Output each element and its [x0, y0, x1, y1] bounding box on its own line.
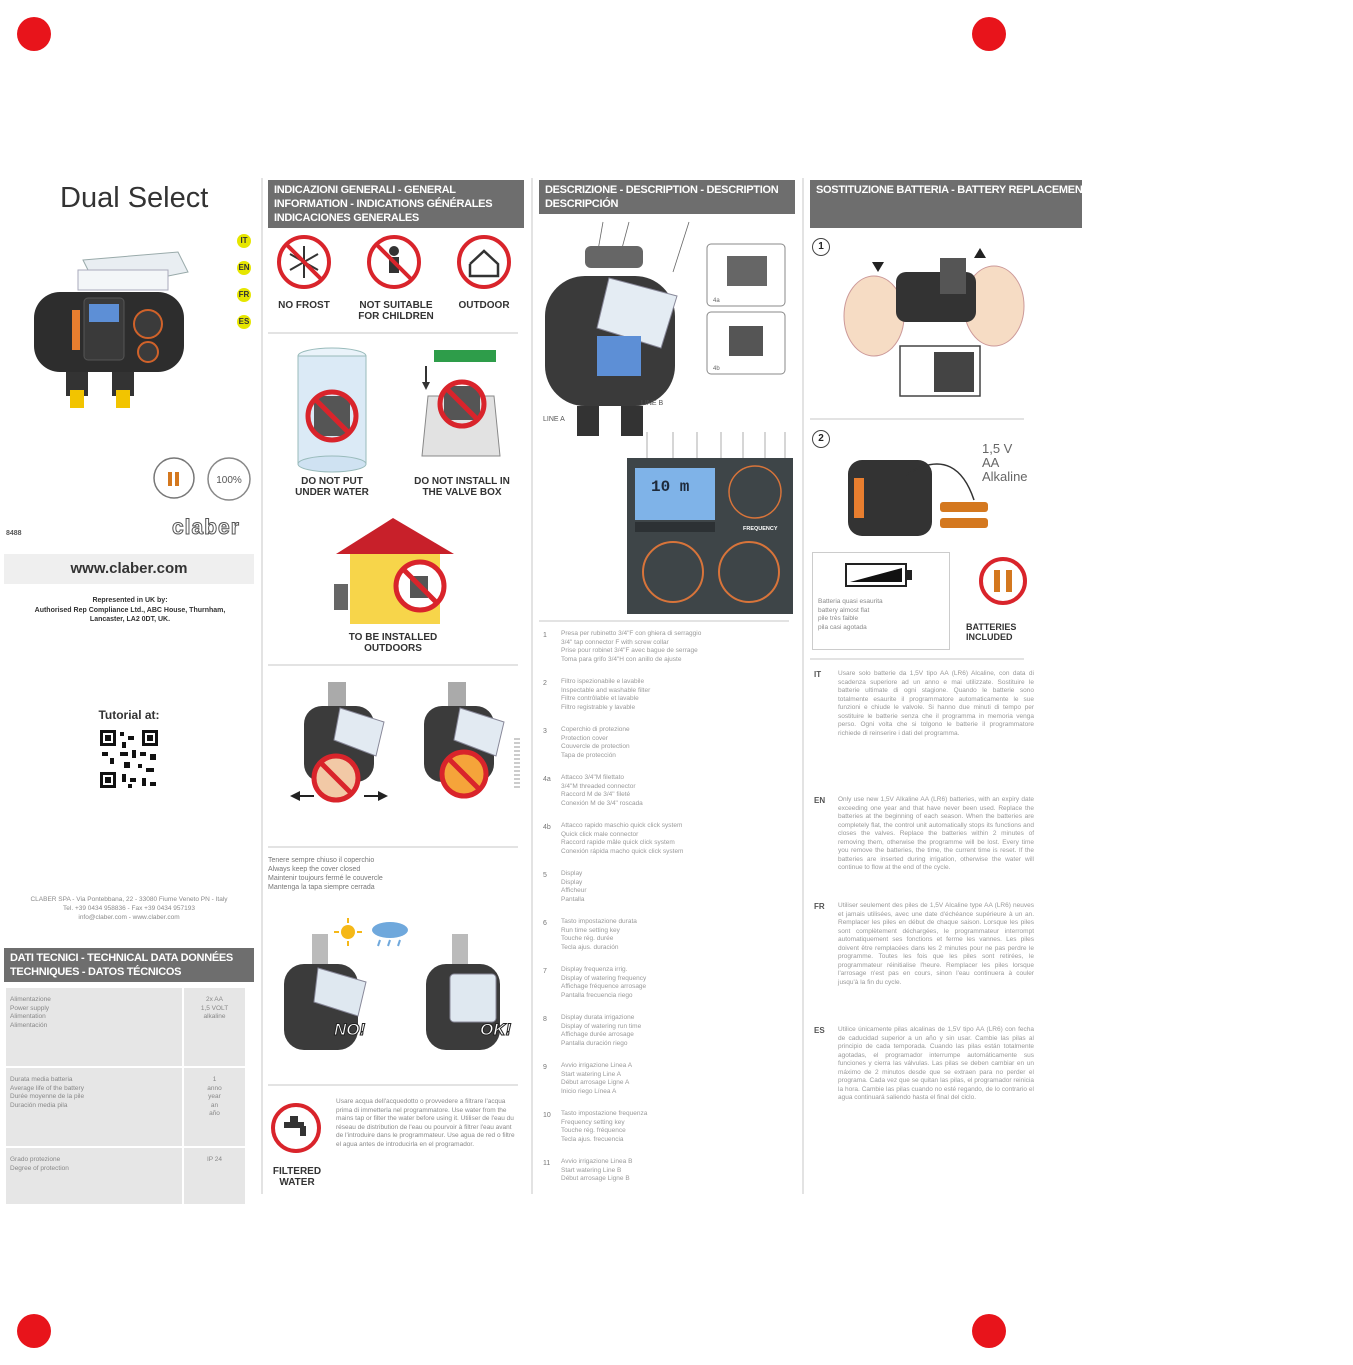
valve-box-illustration — [414, 346, 506, 474]
battery-panel — [808, 178, 1353, 1194]
lang-text: Utiliser seulement des piles de 1,5V Alcaline type AA (LR6) neuves et jamais utilisées, avec une date d'échéance supérieure à un an. Remplacer les piles en début de chaque saison. Lorsque les piles sont complètement déchargées, le programmateur interrompt automatiquement ses fonctions et ferme les vannes. Les piles doivent être remplacées dans les 2 minutes pour ne pas perdre le programme. Toutes les fois que les piles sont retirées, le programmateur réinitialise l'heure. Remplacer les piles lorsque l'arrosage n'est pas en cours, sinon l'eau continuera à couler jusqu'à la fin du cycle. — [838, 902, 1034, 986]
step-number: 1 — [543, 632, 547, 639]
indoor-illustration — [328, 514, 458, 632]
not-for-children-icon — [366, 234, 422, 290]
step-text: Attacco 3/4"M filettato 3/4"M threaded connector Raccord M de 3/4" fileté Conexión M de 3/4" roscada — [561, 774, 643, 807]
step-number: 6 — [543, 920, 547, 927]
row-divider — [268, 1084, 518, 1086]
column-divider — [531, 178, 533, 1194]
batteries-included-icon — [978, 556, 1028, 606]
warn-valve-box: DO NOT INSTALL IN THE VALVE BOX — [414, 476, 510, 498]
ok-label: OK! — [480, 1020, 512, 1039]
cover-note: Tenere sempre chiuso il coperchio Always keep the cover closed Maintenir toujours fermé le couvercle Mantenga la tapa siempre cerrada — [268, 857, 383, 891]
quality-badge-icon — [206, 456, 252, 502]
warn-install-outdoors: TO BE INSTALLED OUTDOORS — [348, 632, 438, 654]
filtered-water-icon — [270, 1102, 322, 1154]
icon-label-outdoor: OUTDOOR — [458, 300, 510, 311]
cover-panel — [0, 178, 258, 1194]
company-address: CLABER SPA - Via Pontebbana, 22 - 33080 Fiume Veneto PN - Italy — [30, 896, 228, 903]
corner-marker-top-left — [17, 17, 51, 51]
tech-value: 2x AA 1,5 VOLT alkaline — [183, 987, 246, 1067]
column-divider — [261, 178, 263, 1194]
step-badge-1-label: 1 — [818, 241, 824, 252]
lang-badge-it: IT — [237, 234, 251, 248]
battery-removal-illustration — [844, 236, 1024, 404]
battery-header: SOSTITUZIONE BATTERIA - BATTERY REPLACEMENT - REMPLACEMENT DE LA PILE CAMBIO DE LA PILA — [810, 180, 1082, 228]
control-panel-illustration — [625, 432, 795, 616]
step-number: 11 — [543, 1160, 551, 1167]
battery-spec: 1,5 V AA Alkaline — [982, 441, 1028, 484]
battery-flat-text: Batteria quasi esaurita battery almost flat pile très faible pila casi agotada — [818, 598, 883, 631]
tech-data-header: DATI TECNICI - TECHNICAL DATA DONNÉES TECHNIQUES - DATOS TÉCNICOS — [4, 948, 254, 982]
product-code: 8488 — [6, 530, 22, 537]
step-number: 5 — [543, 872, 547, 879]
under-water-illustration — [292, 346, 372, 474]
step-number: 10 — [543, 1112, 551, 1119]
filtered-water-label: FILTERED WATER — [272, 1166, 322, 1188]
no-label: NO! — [334, 1020, 366, 1039]
general-info-panel — [266, 178, 528, 1194]
batteries-included-label: BATTERIES INCLUDED — [966, 622, 1017, 642]
outdoor-icon — [456, 234, 512, 290]
instruction-sheet — [0, 178, 1353, 1194]
row-divider — [268, 846, 518, 848]
corner-marker-bottom-left — [17, 1314, 51, 1348]
open-cover-device-illustration — [282, 932, 372, 1062]
step-text: Coperchio di protezione Protection cover Couvercle de protection Tapa de protección — [561, 726, 630, 759]
step-badge-2-label: 2 — [818, 433, 824, 444]
step-number: 9 — [543, 1064, 547, 1071]
icon-label-children: NOT SUITABLE FOR CHILDREN — [358, 300, 434, 322]
vertical-code — [514, 738, 520, 788]
lang-badge-en: EN — [237, 261, 251, 275]
row-divider — [539, 620, 789, 622]
row-divider — [268, 664, 518, 666]
step-text: Filtro ispezionabile e lavabile Inspectable and washable filter Filtre contrôlable et lavable Filtro registrable y lavable — [561, 678, 651, 711]
tech-label: Alimentazione Power supply Alimentation Alimentación — [5, 987, 183, 1067]
row-divider — [810, 658, 1024, 660]
cover-lifted-illustration — [404, 678, 514, 818]
line-a-label: LINE A — [543, 416, 565, 423]
step-text: Display durata irrigazione Display of watering run time Affichage durée arrosage Pantalla duración riego — [561, 1014, 642, 1047]
step-badge-1 — [812, 238, 830, 256]
lang-text: Only use new 1,5V Alkaline AA (LR6) batteries, with an expiry date exceeding one year and that have never been used. Replace the batteries at the beginning of each season. When the batteries are completely flat, the control unit automatically stops its functions and closes the valves. Replace the batteries within 2 minutes of removing them, otherwise the programme will be lost. Every time you remove the batteries, the time, the current time is reset. If the batteries are inserted during irrigation, otherwise the water will continue to flow at the end of the cycle. — [838, 796, 1034, 871]
lang-code: IT — [814, 670, 822, 679]
step-badge-2 — [812, 430, 830, 448]
step-text: Tasto impostazione frequenza Frequency setting key Touche rég. fréquence Tecla ajus. frecuencia — [561, 1110, 648, 1143]
cover-open-illustration — [284, 678, 394, 818]
row-divider — [810, 418, 1024, 420]
column-divider — [802, 178, 804, 1194]
lang-badge-fr: FR — [237, 288, 251, 302]
step-text: Attacco rapido maschio quick click system Quick click male connector Raccord rapide mâle quick click system Conexión rápida macho quick click system — [561, 822, 684, 855]
brand-logo: claber — [172, 516, 240, 539]
tech-value: IP 24 — [183, 1147, 246, 1205]
step-number: 4a — [543, 776, 551, 783]
lang-text: Utilice únicamente pilas alcalinas de 1,5V tipo AA (LR6) con fecha de caducidad superior a un año y sin usar. Cambie las pilas al principio de cada temporada. Cuando las pilas están totalmente agotadas, el programador interrumpe automáticamente sus funciones y cierra las válvulas. Las pilas se deben cambiar en un máximo de 2 minutos desde que se extraen para no perder el programa. Cada vez que se quitan las pilas, el programador reinicia la hora. Cambie las pilas cuando no esté regando, de lo contrario el agua continuará saliendo hasta el final del ciclo. — [838, 1026, 1034, 1101]
tech-label: Grado protezione Degree of protection — [5, 1147, 183, 1205]
table-row — [5, 987, 246, 1067]
lang-text: Usare solo batterie da 1,5V tipo AA (LR6) Alcaline, con data di scadenza superiore ad un anno e mai utilizzate. Sostituire le batterie ultimate di ogni stagione. Quando le batterie sono totalmente esaurite il programmatore automaticamente le sue funzioni e chiude le valvole. Si hanno due minuti di tempo per sostituire le batterie senza che il programma in memoria venga perso. Ogni volta che si tolgono le batterie il programmatore richiede di reinserire i dati del programma. — [838, 670, 1034, 737]
svg-text:100%: 100% — [216, 475, 242, 486]
filtered-water-text: Usare acqua dell'acquedotto o provvedere a filtrare l'acqua prima di immetterla nel programmatore. Use water from the mains tap or filter the water before using it. Utiliser de l'eau du réseau de distribution de l'eau ou pourvoir à filtrer l'eau avant de l'introduire dans le programmateur. Use agua de red o filtre el agua antes de introducirla en el programador. — [336, 1098, 515, 1148]
battery-low-icon — [844, 560, 914, 590]
tech-value: 1 anno year an año — [183, 1067, 246, 1147]
tutorial-label: Tutorial at: — [98, 708, 160, 722]
tech-label: Durata media batteria Average life of the battery Durée moyenne de la pile Duración media pila — [5, 1067, 183, 1147]
step-text: Display Display Afficheur Pantalla — [561, 870, 587, 903]
description-panel — [537, 178, 799, 1194]
line-b-label: LINE B — [641, 400, 664, 407]
lang-code: FR — [814, 902, 825, 911]
display-value: 10 m — [651, 478, 690, 496]
icon-label-no-frost: NO FROST — [278, 300, 330, 311]
closed-cover-device-illustration — [424, 932, 510, 1062]
product-title: Dual Select — [60, 182, 209, 214]
frequency-label: FREQUENCY — [743, 526, 778, 532]
company-contact: Tel. +39 0434 958836 - Fax +39 0434 957193 — [63, 905, 195, 912]
tech-data-table — [4, 986, 247, 1206]
step-number: 4b — [543, 824, 551, 831]
step-text: Tasto impostazione durata Run time setting key Touche rég. durée Tecla ajus. duración — [561, 918, 637, 951]
step-text: Display frequenza irrig. Display of watering frequency Affichage fréquence arrosage Pantalla frecuencia riego — [561, 966, 647, 999]
lang-code: EN — [814, 796, 826, 805]
warn-under-water: DO NOT PUT UNDER WATER — [295, 476, 369, 498]
battery-badge-icon — [152, 456, 196, 500]
step-text: Avvio irrigazione Linea A Start watering Line A Début arrosage Ligne A Inicio riego Línea A — [561, 1062, 633, 1095]
step-number: 3 — [543, 728, 547, 735]
rain-cloud-icon — [370, 920, 410, 948]
svg-text:4b: 4b — [713, 366, 720, 372]
uk-rep-text: Authorised Rep Compliance Ltd., ABC House, Thurnham, Lancaster, LA2 0DT, UK. — [34, 607, 226, 623]
table-row — [5, 1067, 246, 1147]
corner-marker-bottom-right — [972, 1314, 1006, 1348]
table-row — [5, 1147, 246, 1205]
svg-text:4a: 4a — [713, 298, 720, 304]
battery-insert-illustration — [844, 440, 994, 550]
step-text: Avvio irrigazione Linea B Start watering Line B Début arrosage Ligne B — [561, 1158, 633, 1182]
no-frost-icon — [276, 234, 332, 290]
company-web: info@claber.com - www.claber.com — [78, 914, 180, 921]
description-header: DESCRIZIONE - DESCRIPTION - DESCRIPTION DESCRIPCIÓN — [539, 180, 795, 214]
product-exploded-illustration — [537, 216, 797, 456]
row-divider — [268, 332, 518, 334]
step-number: 7 — [543, 968, 547, 975]
step-number: 2 — [543, 680, 547, 687]
lang-code: ES — [814, 1026, 825, 1035]
lang-badge-es: ES — [237, 315, 251, 329]
uk-rep-title: Represented in UK by: — [92, 597, 168, 604]
corner-marker-top-right — [972, 17, 1006, 51]
qr-code[interactable] — [98, 728, 160, 790]
step-text: Presa per rubinetto 3/4"F con ghiera di serraggio 3/4" tap connector F with screw collar Prise pour robinet 3/4"F avec bague de serrage Toma para grifo 3/4"H con anillo de ajuste — [561, 630, 702, 663]
general-info-header: INDICAZIONI GENERALI - GENERAL INFORMATION - INDICATIONS GÉNÉRALES INDICACIONES GENERALES — [268, 180, 524, 228]
website-link[interactable]: www.claber.com — [70, 560, 188, 577]
product-image — [28, 250, 198, 410]
step-number: 8 — [543, 1016, 547, 1023]
